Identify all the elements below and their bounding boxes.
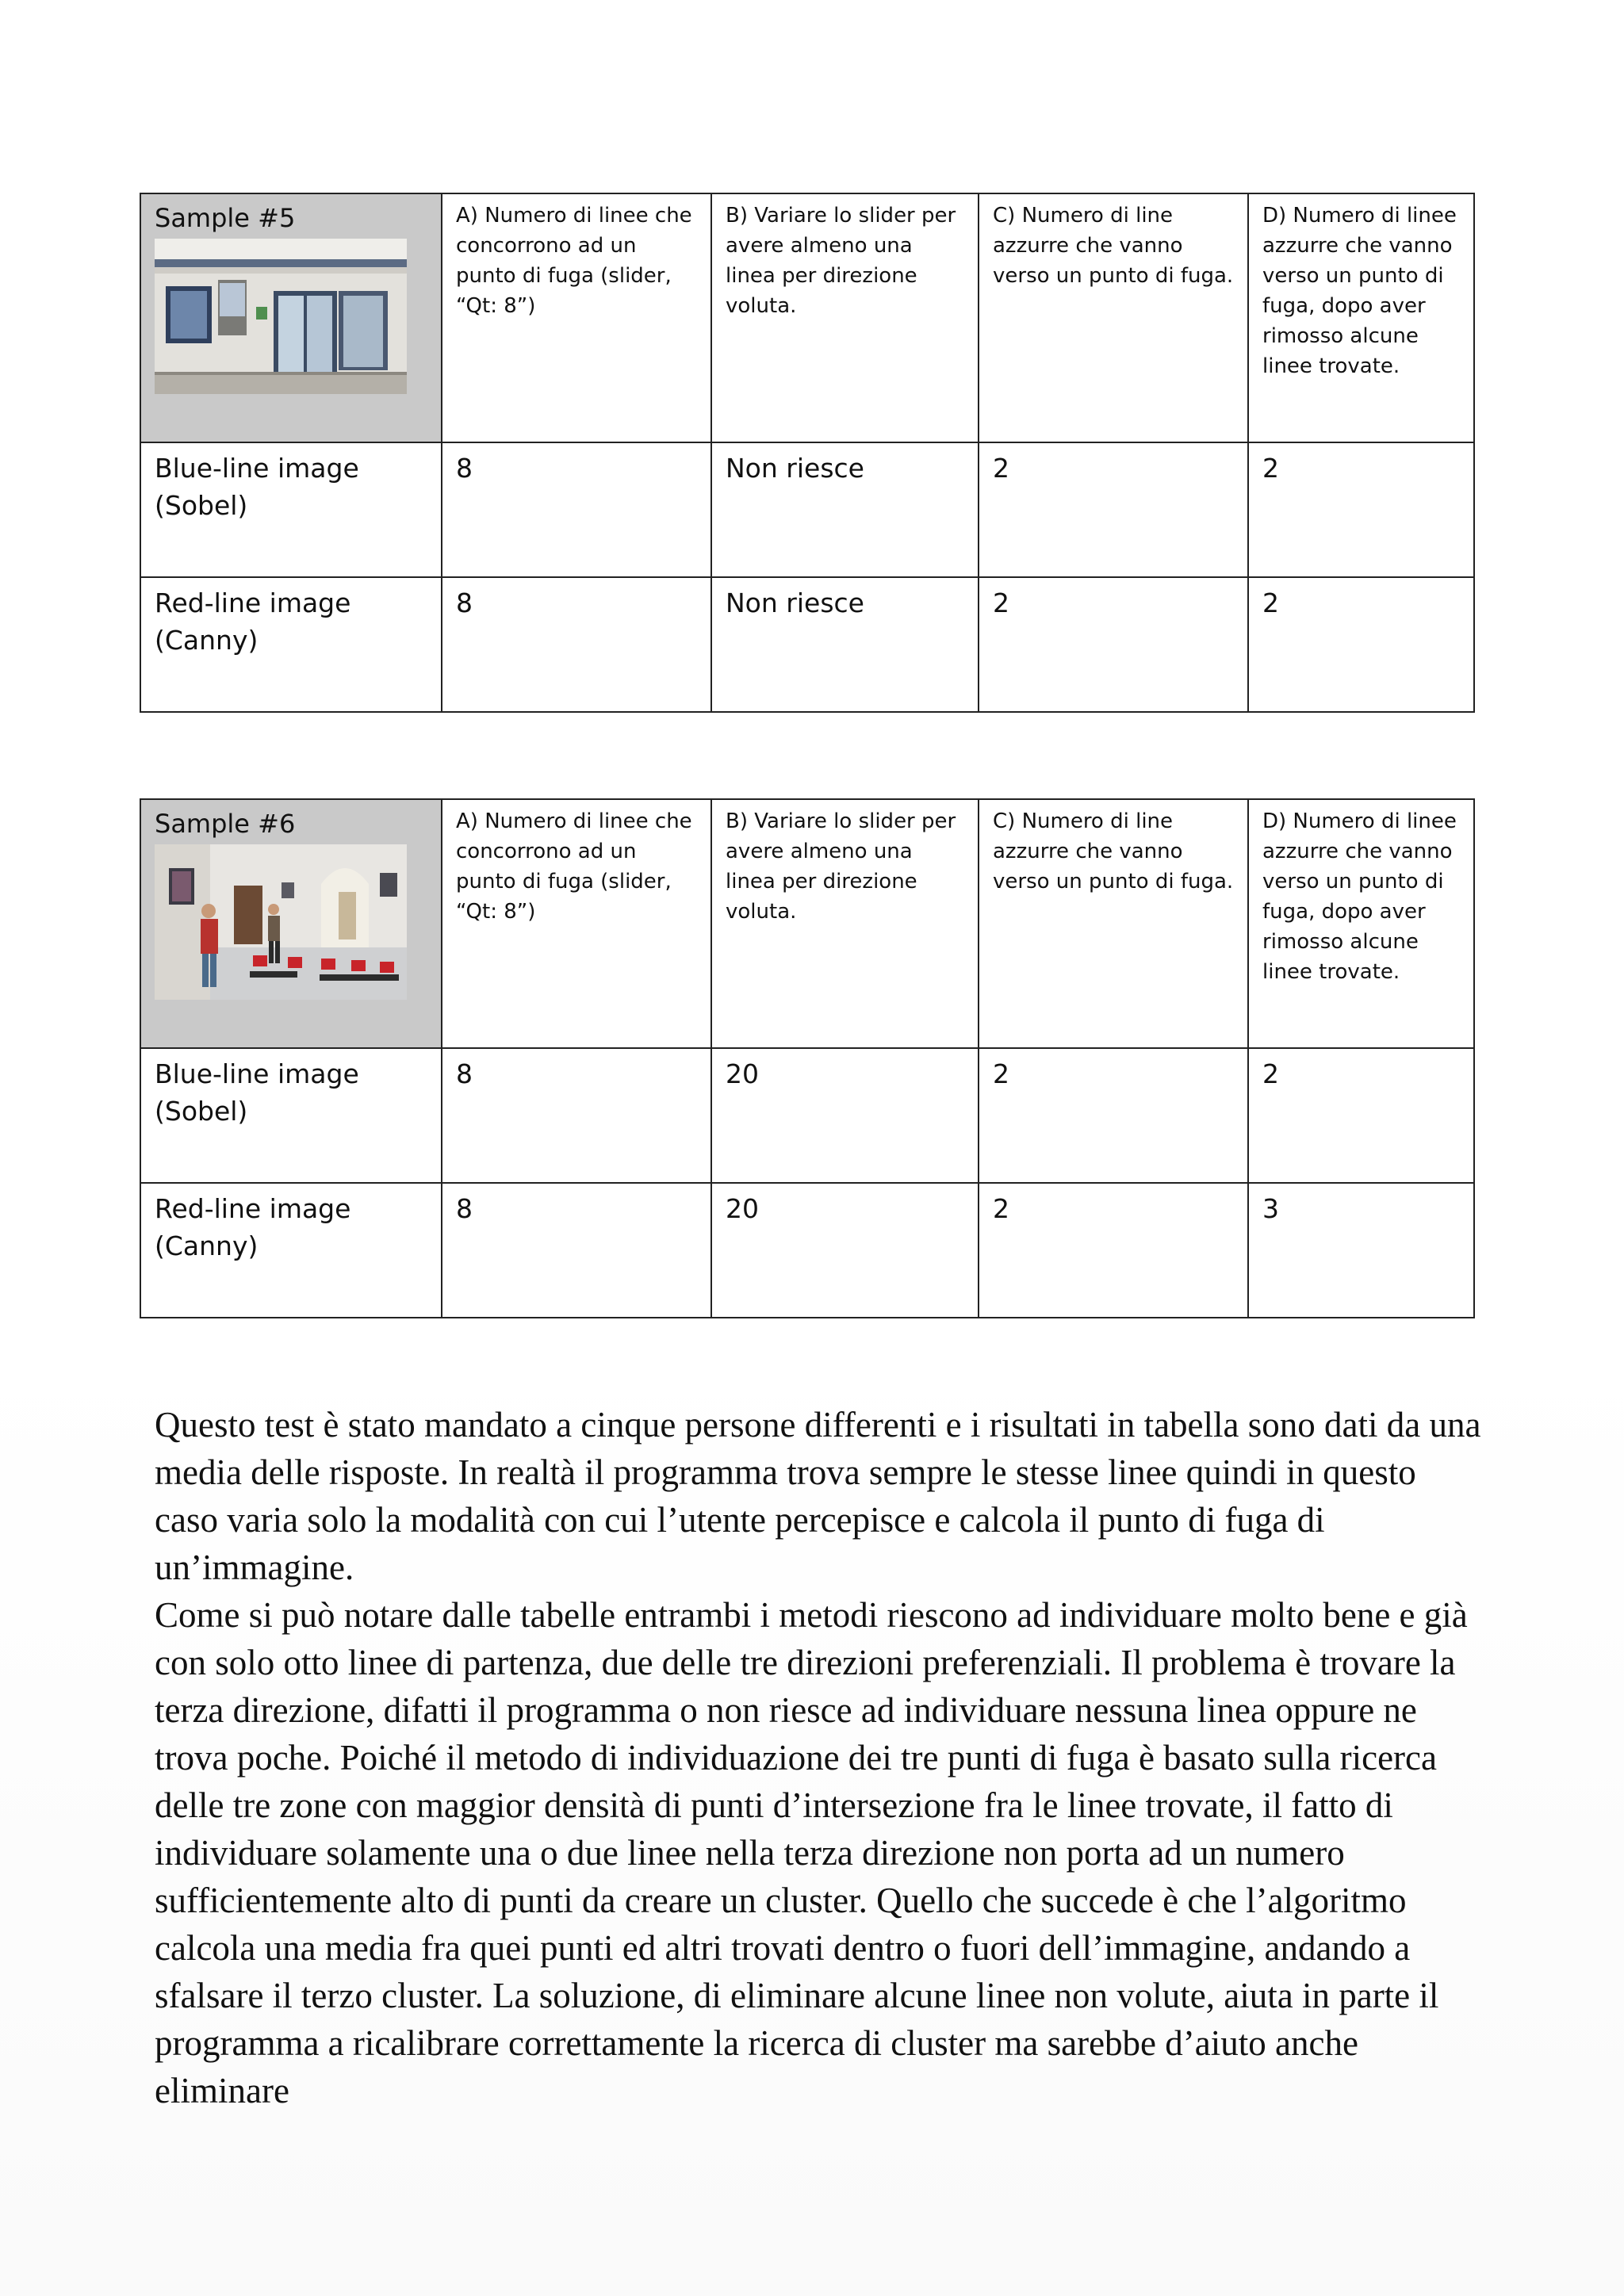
row-label-method: Blue-line image bbox=[155, 453, 359, 484]
row-label-method: Red-line image bbox=[155, 587, 351, 618]
cell-value-c: 2 bbox=[979, 442, 1248, 577]
header-col-a: A) Numero di linee che concorrono ad un punto di fuga (slider, “Qt: 8”) bbox=[442, 193, 711, 442]
header-col-c: C) Numero di line azzurre che vanno verso un punto di fuga. bbox=[979, 193, 1248, 442]
sample-cell bbox=[140, 799, 442, 1048]
cell-value-a: 8 bbox=[442, 577, 711, 712]
row-label-method: Blue-line image bbox=[155, 1058, 359, 1089]
sample-title: Sample #6 bbox=[155, 809, 296, 839]
row-label bbox=[140, 1183, 442, 1318]
header-col-a: A) Numero di linee che concorrono ad un punto di fuga (slider, “Qt: 8”) bbox=[442, 799, 711, 1048]
cell-value-b: 20 bbox=[711, 1183, 979, 1318]
results-table-sample-6 bbox=[140, 798, 1475, 1318]
cell-value-d: 2 bbox=[1248, 577, 1474, 712]
header-col-c: C) Numero di line azzurre che vanno verso un punto di fuga. bbox=[979, 799, 1248, 1048]
row-label-filter: (Sobel) bbox=[155, 490, 248, 521]
table-row bbox=[140, 1183, 1474, 1318]
table-row bbox=[140, 1048, 1474, 1183]
sample-title: Sample #5 bbox=[155, 203, 296, 233]
header-col-d: D) Numero di linee azzurre che vanno verso un punto di fuga, dopo aver rimosso alcune linee trovate. bbox=[1248, 799, 1474, 1048]
cell-value-d: 2 bbox=[1248, 442, 1474, 577]
cell-value-b: 20 bbox=[711, 1048, 979, 1183]
row-label-filter: (Canny) bbox=[155, 1230, 259, 1261]
row-label-method: Red-line image bbox=[155, 1193, 351, 1224]
table-header-row bbox=[140, 799, 1474, 1048]
paragraph-2: Come si può notare dalle tabelle entrambi i metodi riescono ad individuare molto bene e già con solo otto linee di partenza, due delle tre direzioni preferenziali. Il problema è trovare la terza direzione, difatti il programma o non riesce ad individuare nessuna linea oppure ne trova poche. Poiché il metodo di individuazione dei tre punti di fuga è basato sulla ricerca delle tre zone con maggior densità di punti d’intersezione fra le linee trovate, il fatto di individuare solamente una o due linee nella terza direzione non porta ad un numero sufficientemente alto di punti da creare un cluster. Quello che succede è che l’algoritmo calcola una media fra quei punti ed altri trovati dentro o fuori dell’immagine, andando a sfalsare il terzo cluster. La soluzione, di eliminare alcune linee non volute, aiuta in parte il programma a ricalibrare correttamente la ricerca di cluster ma sarebbe d’aiuto anche eliminare bbox=[155, 1595, 1468, 2110]
row-label-filter: (Canny) bbox=[155, 625, 259, 656]
paragraph-1: Questo test è stato mandato a cinque persone differenti e i risultati in tabella sono dati da una media delle risposte. In realtà il programma trova sempre le stesse linee quindi in questo caso varia solo la modalità con cui l’utente percepisce e calcola il punto di fuga di un’immagine. bbox=[155, 1405, 1481, 1587]
table-header-row bbox=[140, 193, 1474, 442]
sample-6-photo bbox=[155, 844, 407, 1000]
row-label bbox=[140, 1048, 442, 1183]
sample-cell bbox=[140, 193, 442, 442]
table-row bbox=[140, 577, 1474, 712]
sample-5-photo bbox=[155, 239, 407, 394]
header-col-b: B) Variare lo slider per avere almeno una linea per direzione voluta. bbox=[711, 799, 979, 1048]
cell-value-d: 3 bbox=[1248, 1183, 1474, 1318]
cell-value-a: 8 bbox=[442, 442, 711, 577]
body-text bbox=[155, 1401, 1487, 2114]
cell-value-c: 2 bbox=[979, 1048, 1248, 1183]
header-col-b: B) Variare lo slider per avere almeno una linea per direzione voluta. bbox=[711, 193, 979, 442]
table-row bbox=[140, 442, 1474, 577]
results-table-sample-5 bbox=[140, 193, 1475, 713]
header-col-d: D) Numero di linee azzurre che vanno verso un punto di fuga, dopo aver rimosso alcune linee trovate. bbox=[1248, 193, 1474, 442]
cell-value-b: Non riesce bbox=[711, 577, 979, 712]
row-label-filter: (Sobel) bbox=[155, 1096, 248, 1127]
cell-value-c: 2 bbox=[979, 1183, 1248, 1318]
cell-value-b: Non riesce bbox=[711, 442, 979, 577]
row-label bbox=[140, 577, 442, 712]
cell-value-c: 2 bbox=[979, 577, 1248, 712]
cell-value-a: 8 bbox=[442, 1048, 711, 1183]
cell-value-a: 8 bbox=[442, 1183, 711, 1318]
cell-value-d: 2 bbox=[1248, 1048, 1474, 1183]
row-label bbox=[140, 442, 442, 577]
